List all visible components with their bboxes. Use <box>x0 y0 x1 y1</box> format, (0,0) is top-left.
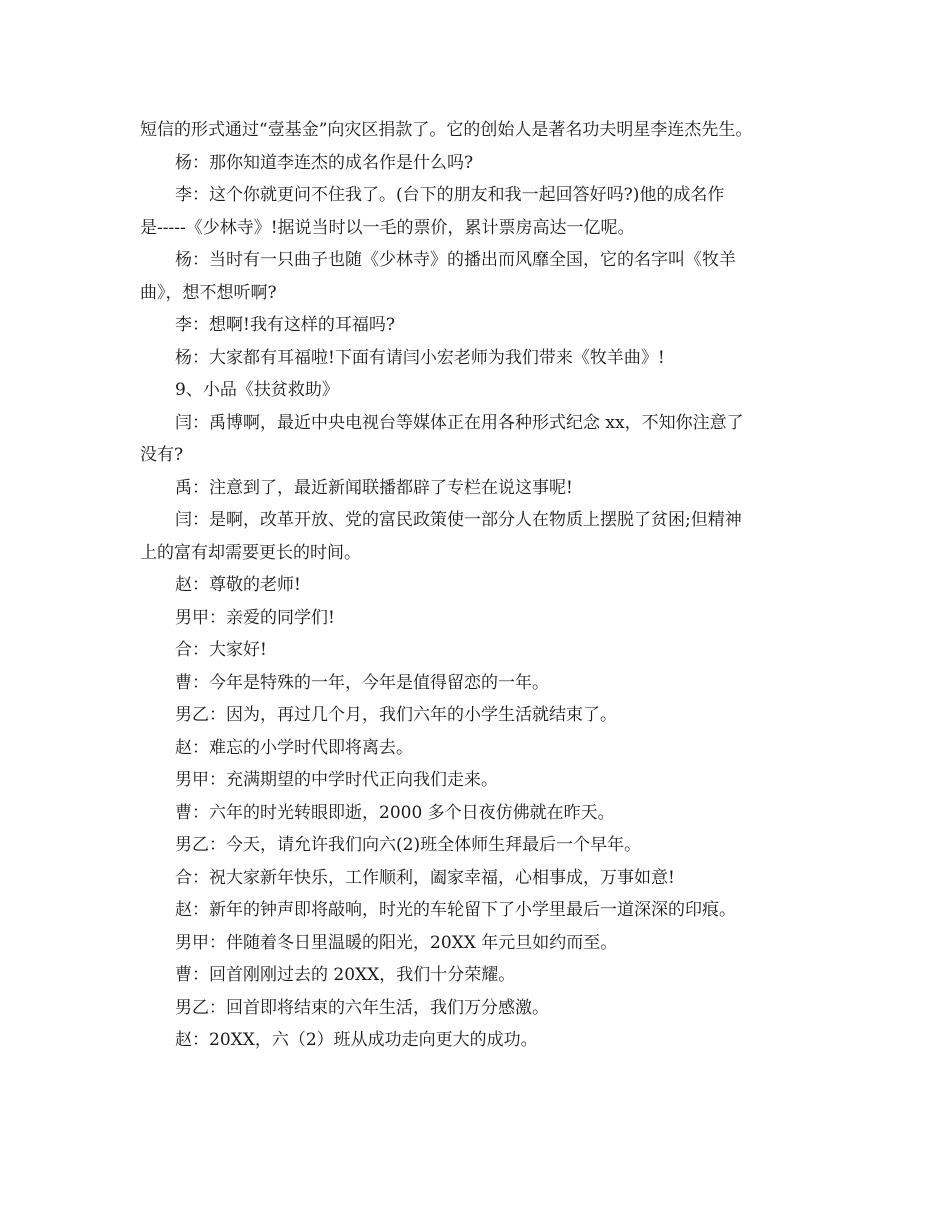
section-heading: 9、小品《扶贫救助》 <box>175 380 339 400</box>
text-line: 杨：大家都有耳福啦!下面有请闫小宏老师为我们带来《牧羊曲》! <box>175 347 665 368</box>
text-line: 上的富有却需要更长的时间。 <box>140 542 361 563</box>
text-line: 男甲：充满期望的中学时代正向我们走来。 <box>175 770 498 790</box>
text-line: 男甲：亲爱的同学们! <box>175 607 335 628</box>
text-line: 男乙：因为，再过几个月，我们六年的小学生活就结束了。 <box>175 705 617 725</box>
text-line: 闫：禹博啊，最近中央电视台等媒体正在用各种形式纪念 xx，不知你注意了 <box>175 412 744 433</box>
text-line: 赵：20XX，六（2）班从成功走向更大的成功。 <box>175 1030 538 1050</box>
text-line: 男乙：回首即将结束的六年生活，我们万分感激。 <box>175 997 549 1018</box>
text-line: 曲》，想不想听啊? <box>140 282 277 303</box>
text-line: 曹：今年是特殊的一年，今年是值得留恋的一年。 <box>175 672 549 693</box>
text-line: 没有? <box>140 445 184 465</box>
document-body <box>140 114 830 1057</box>
text-line: 杨：当时有一只曲子也随《少林寺》的播出而风靡全国，它的名字叫《牧羊 <box>175 250 736 270</box>
text-line: 合：大家好! <box>175 640 267 660</box>
text-line: 曹：六年的时光转眼即逝，2000 多个日夜仿佛就在昨天。 <box>175 802 615 823</box>
text-line: 男甲：伴随着冬日里温暖的阳光，20XX 年元旦如约而至。 <box>175 932 618 953</box>
text-line: 短信的形式通过“壹基金”向灾区捐款了。它的创始人是著名功夫明星李连杰先生。 <box>140 120 753 140</box>
text-line: 闫：是啊，改革开放、党的富民政策使一部分人在物质上摆脱了贫困;但精神 <box>175 510 742 530</box>
text-line: 赵：新年的钟声即将敲响，时光的车轮留下了小学里最后一道深深的印痕。 <box>175 900 736 920</box>
text-line: 杨：那你知道李连杰的成名作是什么吗? <box>175 152 474 173</box>
text-line: 禹：注意到了，最近新闻联播都辟了专栏在说这事呢! <box>175 477 573 498</box>
text-line: 是-----《少林寺》!据说当时以一毛的票价，累计票房高达一亿呢。 <box>140 217 635 238</box>
text-line: 李：这个你就更问不住我了。(台下的朋友和我一起回答好吗?)他的成名作 <box>175 185 725 205</box>
text-line: 曹：回首刚刚过去的 20XX，我们十分荣耀。 <box>175 965 516 985</box>
text-line: 合：祝大家新年快乐，工作顺利，阖家幸福，心相事成，万事如意! <box>175 867 675 888</box>
text-line: 男乙：今天，请允许我们向六(2)班全体师生拜最后一个早年。 <box>175 835 642 855</box>
text-line: 李：想啊!我有这样的耳福吗? <box>175 315 395 335</box>
text-line: 赵：尊敬的老师! <box>175 575 301 595</box>
text-line: 赵：难忘的小学时代即将离去。 <box>175 737 413 758</box>
